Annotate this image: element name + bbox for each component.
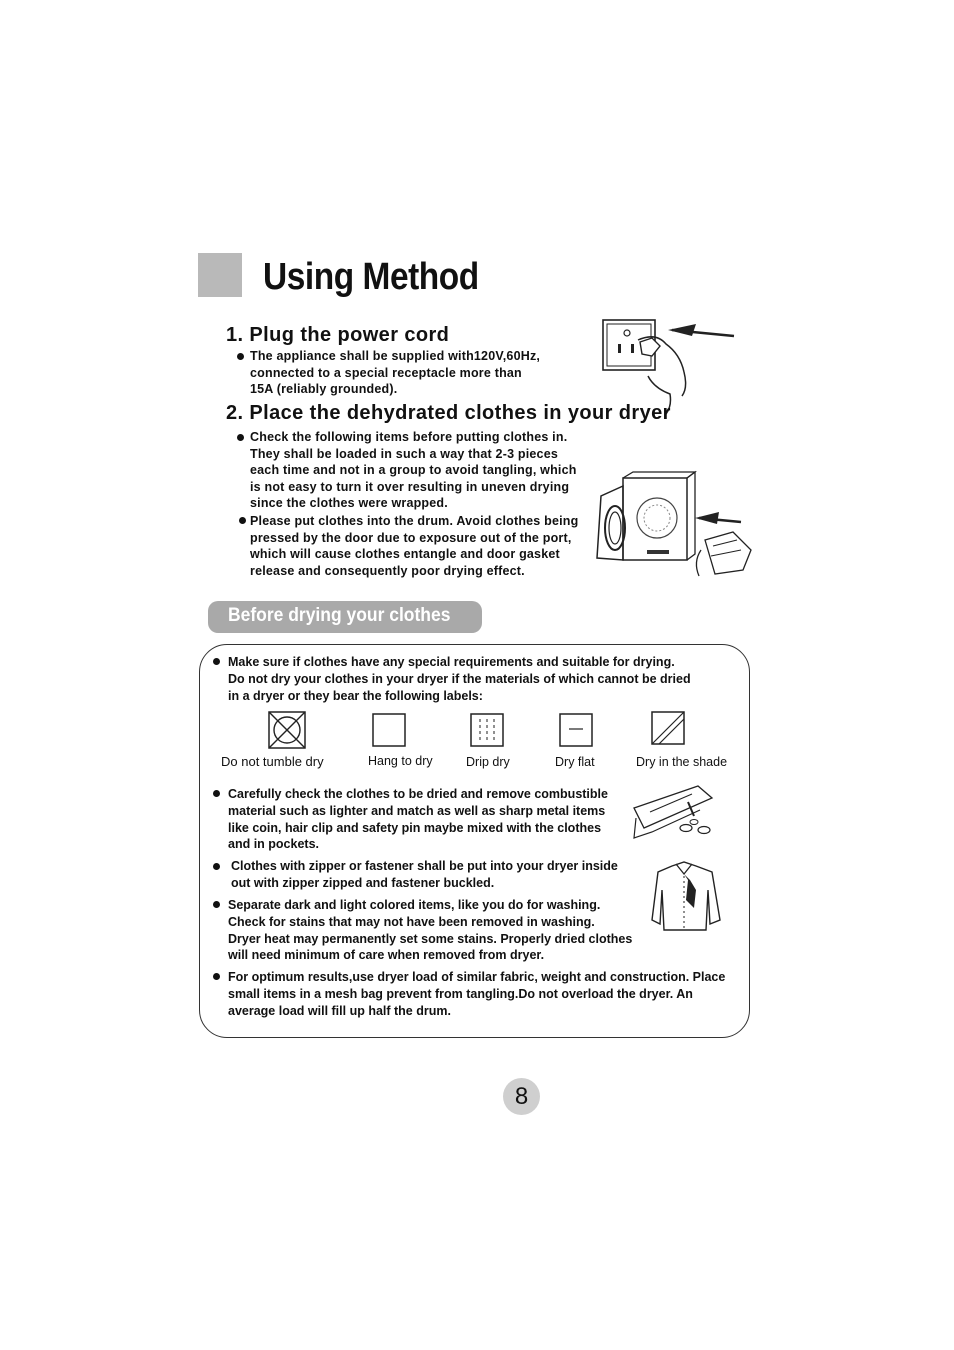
care-label: Drip dry [466,755,510,769]
dryer-illustration [595,470,755,580]
text-line: Separate dark and light colored items, like you do for washing. [228,898,601,912]
bullet [213,973,220,980]
text-line: Please put clothes into the drum. Avoid clothes being [250,514,579,528]
hang-to-dry-icon [372,713,406,747]
paragraph-load [228,969,725,1019]
care-label: Dry flat [555,755,595,769]
text-line: 15A (reliably grounded). [250,382,398,397]
section2-heading: 2. Place the dehydrated clothes in your dryer [226,402,671,424]
bullet [239,517,246,524]
care-label: Do not tumble dry [221,754,324,769]
text-line: connected to a special receptacle more than [250,365,522,380]
text-line: For optimum results,use dryer load of similar fabric, weight and construction. Place [228,970,726,984]
page-title: Using Method [263,256,479,298]
text-line: Carefully check the clothes to be dried and remove combustible [228,787,608,801]
text-line: pressed by the door due to exposure out of the port, [250,530,572,545]
text-line: is not easy to turn it over resulting in uneven drying [250,479,570,494]
bullet [213,790,220,797]
bullet [237,434,244,441]
text-line: in a dryer or they bear the following labels: [228,688,483,703]
paragraph-separate [228,897,632,964]
page-number: 8 [503,1078,540,1115]
text-line: and in pockets. [228,837,319,852]
text-line: Do not dry your clothes in your dryer if the materials of which cannot be dried [228,671,691,686]
section2-bullet1 [250,429,577,512]
dry-flat-icon [559,713,593,747]
text-line: release and consequently poor drying effect. [250,563,525,578]
plug-illustration [600,316,740,416]
text-line: Check the following items before putting clothes in. [250,430,568,444]
text-line: The appliance shall be supplied with120V,60Hz, [250,349,541,363]
pocket-items-illustration [630,782,720,844]
text-line: Clothes with zipper or fastener shall be put into your dryer inside [231,859,618,873]
before-drying-text: Before drying your clothes [228,605,451,626]
care-label: Hang to dry [368,754,433,768]
text-line: each time and not in a group to avoid tangling, which [250,463,577,478]
section2-bullet2 [250,513,578,579]
text-line: small items in a mesh bag prevent from tangling.Do not overload the dryer. An [228,986,693,1001]
bullet [213,901,220,908]
text-line: material such as lighter and match as well as sharp metal items [228,803,606,818]
text-line: average load will fill up half the drum. [228,1003,451,1018]
text-line: will need minimum of care when removed from dryer. [228,948,545,963]
care-label: Dry in the shade [636,755,728,769]
text-line: which will cause clothes entangle and door gasket [250,547,560,562]
before-drying-label [208,601,482,633]
bullet [237,353,244,360]
text-line: Make sure if clothes have any special requirements and suitable for drying. [228,655,675,669]
shirt-illustration [650,860,722,932]
text-line: They shall be loaded in such a way that 2-3 pieces [250,446,559,461]
title-marker [198,253,242,297]
section1-heading: 1. Plug the power cord [226,324,450,346]
drip-dry-icon [470,713,504,747]
text-line: like coin, hair clip and safety pin maybe mixed with the clothes [228,820,602,835]
text-line: Dryer heat may permanently set some stains. Properly dried clothes [228,931,633,946]
paragraph-labels [228,654,691,704]
text-line: Check for stains that may not have been removed in washing. [228,914,595,929]
paragraph-zipper [231,858,618,892]
do-not-tumble-dry-icon [268,711,306,749]
bullet [213,863,220,870]
bullet [213,658,220,665]
text-line: since the clothes were wrapped. [250,496,448,511]
text-line: out with zipper zipped and fastener buckled. [231,875,495,890]
paragraph-combustible [228,786,608,853]
dry-in-the-shade-icon [651,711,685,745]
section1-text [250,348,540,398]
